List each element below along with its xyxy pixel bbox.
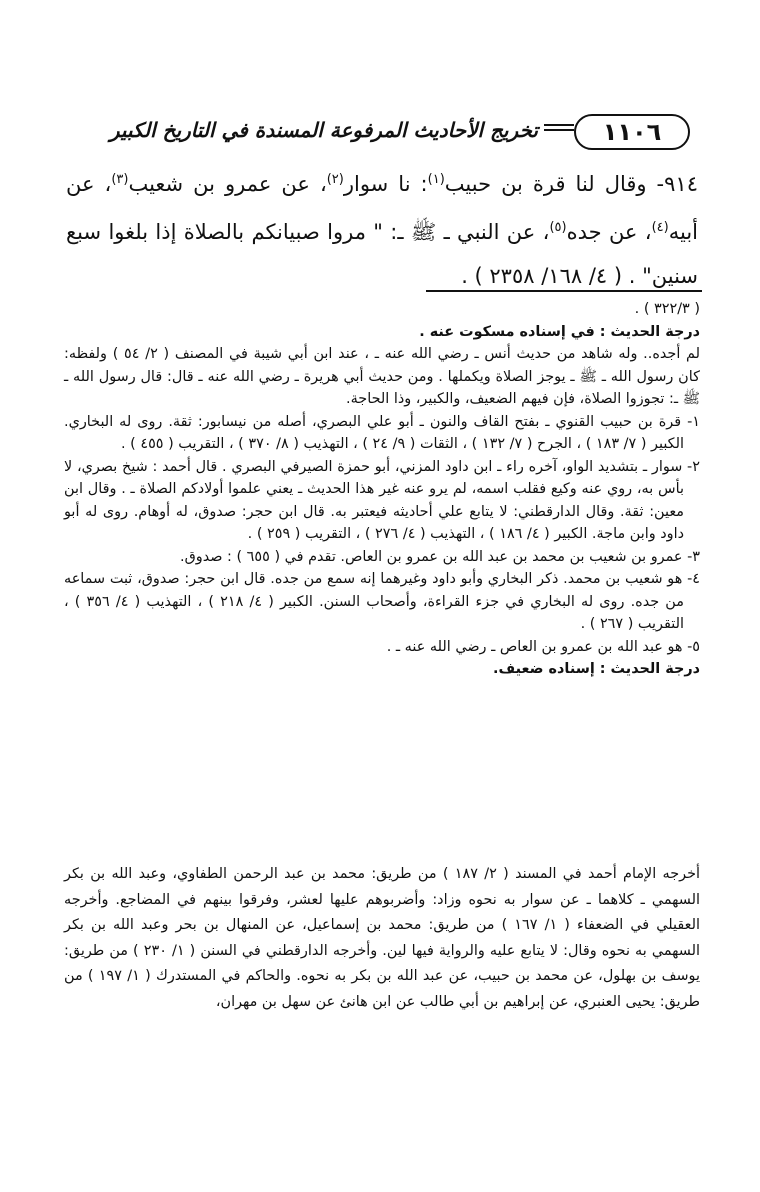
footnote-ref: (٤) bbox=[651, 220, 669, 235]
hadith-text bbox=[66, 158, 698, 298]
hadith-part: ، عن أبيه bbox=[66, 172, 698, 244]
running-title: تخريج الأحاديث المرفوعة المسندة في التاريخ الكبير bbox=[109, 118, 538, 142]
hadith-part: ، عن عمرو بن شعيب bbox=[128, 172, 327, 196]
takhrij-text: أخرجه الإمام أحمد في المسند ( ٢/ ١٨٧ ) من طريق: محمد بن عبد الرحمن الطفاوي، وعبد الله بن بكر السهمي ـ كلاهما ـ عن سوار به نحوه وزاد: وأضربوهم عليها لعشر، وفرقوا بينهم في المضاجع. وأخرجه العقيلي في الضعفاء ( ١/ ١٦٧ ) من طريق: محمد بن إسماعيل، عن المنهال بن بحر وعبد الله بن بكر السهمي به نحوه وقال: لا يتابع عليه والرواية فيها لين. وأخرجه الدارقطني في السنن ( ١/ ٢٣٠ ) من طريق: يوسف بن بهلول، عن محمد بن حبيب، عن عبد الله بن بكر به نحوه. والحاكم في المستدرك ( ١/ ١٩٧ ) من طريق: يحيى العنبري، عن إبراهيم بن أبي طالب عن ابن هانئ عن سهل بن مهران، bbox=[64, 866, 701, 1010]
footnote-3: ٣- عمرو بن شعيب بن محمد بن عبد الله بن عمرو بن العاص. تقدم في ( ٦٥٥ ) : صدوق. bbox=[180, 548, 700, 565]
note-paragraph: لم أجده.. وله شاهد من حديث أنس ـ رضي الله عنه ـ ، عند ابن أبي شيبة في المصنف ( ٢/ ٥٤ ) ولفظه: كان رسول الله ـ ﷺ ـ يوجز الصلاة ويكملها . ومن حديث أبي هريرة ـ رضي الله عنه ـ قال: قال رسول الله ـ ﷺ ـ: تجوزوا الصلاة، فإن فيهم الضعيف، والكبير، وذا الحاجة. bbox=[64, 346, 700, 407]
footnote-4: ٤- هو شعيب بن محمد. ذكر البخاري وأبو داود وغيرهما إنه سمع من جده. قال ابن حجر: صدوق، ثبت سماعه من جده. روى له البخاري في جزء القراءة، وأصحاب السنن. الكبير ( ٤/ ٢١٨ ) ، التهذيب ( ٤/ ٣٥٦ ) ، التقريب ( ٢٦٧ ) . bbox=[64, 571, 700, 632]
footnote-1: ١- قرة بن حبيب القنوي ـ بفتح القاف والنون ـ أبو علي البصري، أصله من نيسابور: ثقة. روى له البخاري. الكبير ( ٧/ ١٨٣ ) ، الجرح ( ٧/ ١٣٢ ) ، الثقات ( ٩/ ٢٤ ) ، التهذيب ( ٨/ ٣٧٠ ) ، التقريب ( ٤٥٥ ) . bbox=[64, 413, 700, 452]
hadith-part: ، عن النبي ـ ﷺ ـ: " مروا صبيانكم بالصلاة إذا بلغوا سبع سنين" . ( ٤/ ١٦٨/ ٢٣٥٨ ) . bbox=[66, 220, 698, 288]
note-ref: ( ٣٢٢/٣ ) . bbox=[634, 301, 700, 317]
takhrij-paragraph bbox=[64, 862, 700, 1015]
hadith-part: ، عن جده bbox=[566, 220, 652, 244]
footnote-ref: (١) bbox=[427, 172, 445, 187]
footnote-ref: (٣) bbox=[111, 172, 129, 187]
grading-heading: درجة الحديث : في إسناده مسكوت عنه . bbox=[419, 323, 700, 340]
footnote-separator bbox=[426, 290, 702, 292]
page-number-text: ١١٠٦ bbox=[602, 118, 662, 146]
grading-heading: درجة الحديث : إسناده ضعيف. bbox=[493, 661, 700, 677]
footnote-5: ٥- هو عبد الله بن عمرو بن العاص ـ رضي الله عنه ـ . bbox=[386, 638, 700, 655]
hadith-part: : نا سوار bbox=[343, 172, 428, 196]
footnote-ref: (٢) bbox=[326, 172, 344, 187]
footnote-2: ٢- سوار ـ بتشديد الواو، آخره راء ـ ابن داود المزني، أبو حمزة الصيرفي البصري . قال أحمد : شيخ بصري، لا بأس به، روي عنه وكيع فقلب اسمه، لم يرو عنه غير هذا الحديث ـ يعني علموا أولادكم الصلاة ـ . وقال ابن معين: ثقة. وقال الدارقطني: لا يتابع علي أحاديثه فيعتبر به. قال ابن حجر: صدوق، له أوهام. روى له أبو داود وابن ماجة. الكبير ( ٤/ ١٨٦ ) ، التهذيب ( ٤/ ٢٧٦ ) ، التقريب ( ٢٥٩ ) . bbox=[64, 458, 700, 542]
hadith-part: ٩١٤- وقال لنا قرة بن حبيب bbox=[444, 172, 698, 196]
header-rule bbox=[544, 124, 574, 134]
footnotes bbox=[64, 298, 700, 681]
page-header bbox=[70, 112, 690, 152]
page-number bbox=[574, 114, 690, 150]
footnote-ref: (٥) bbox=[549, 220, 567, 235]
